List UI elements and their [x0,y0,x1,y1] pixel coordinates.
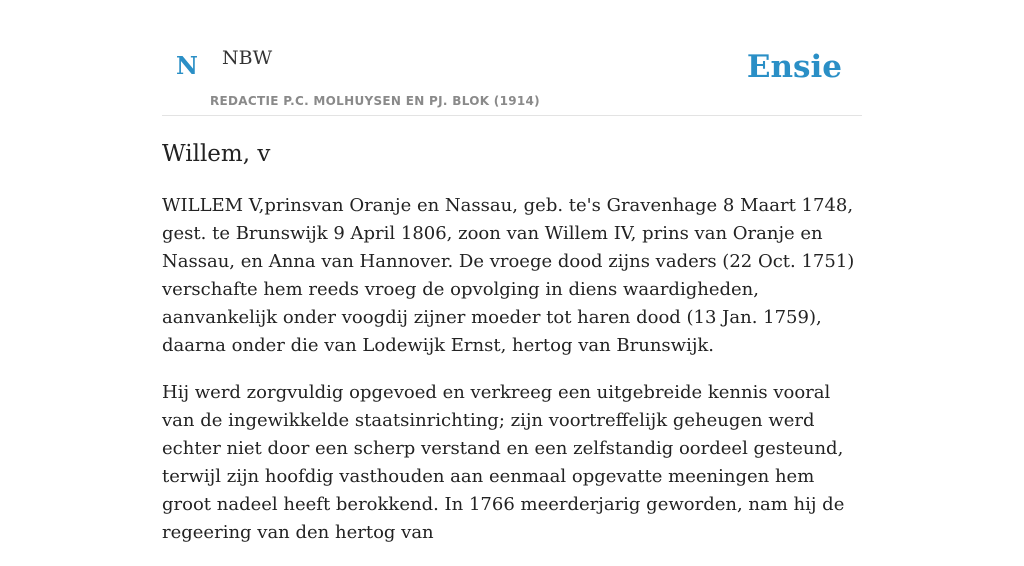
brand-logo[interactable]: Ensie [746,49,842,85]
article-title: Willem, v [162,141,271,167]
article-paragraph: Hij werd zorgvuldig opgevoed en verkreeg een uitgebreide kennis vooral van de ingewikkelde staatsinrichting; zijn voortreffelijk geheugen werd echter niet door een scherp verstand en een zelfstandig oordeel gesteund, terwijl zijn hoofdig vasthouden aan eenmaal opgevatte meeningen hem groot nadeel heeft berokkend. In 1766 meerderjarig geworden, nam hij de regeering van den hertog van [162,382,845,543]
article-body [162,192,862,566]
article-paragraph: WILLEM V,prinsvan Oranje en Nassau, geb. te's Gravenhage 8 Maart 1748, gest. te Brunswijk 9 April 1806, zoon van Willem IV, prins van Oranje en Nassau, en Anna van Hannover. De vroege dood zijns vaders (22 Oct. 1751) verschafte hem reeds vroeg de opvolging in diens waardigheden, aanvankelijk onder voogdij zijner moeder tot haren dood (13 Jan. 1759), daarna onder die van Lodewijk Ernst, hertog van Brunswijk. [162,195,855,356]
source-header [162,0,862,116]
source-editors: REDACTIE P.C. MOLHUYSEN EN PJ. BLOK (1914) [210,94,540,108]
source-logo[interactable]: N [176,51,198,80]
source-name-link[interactable]: NBW [222,47,273,69]
